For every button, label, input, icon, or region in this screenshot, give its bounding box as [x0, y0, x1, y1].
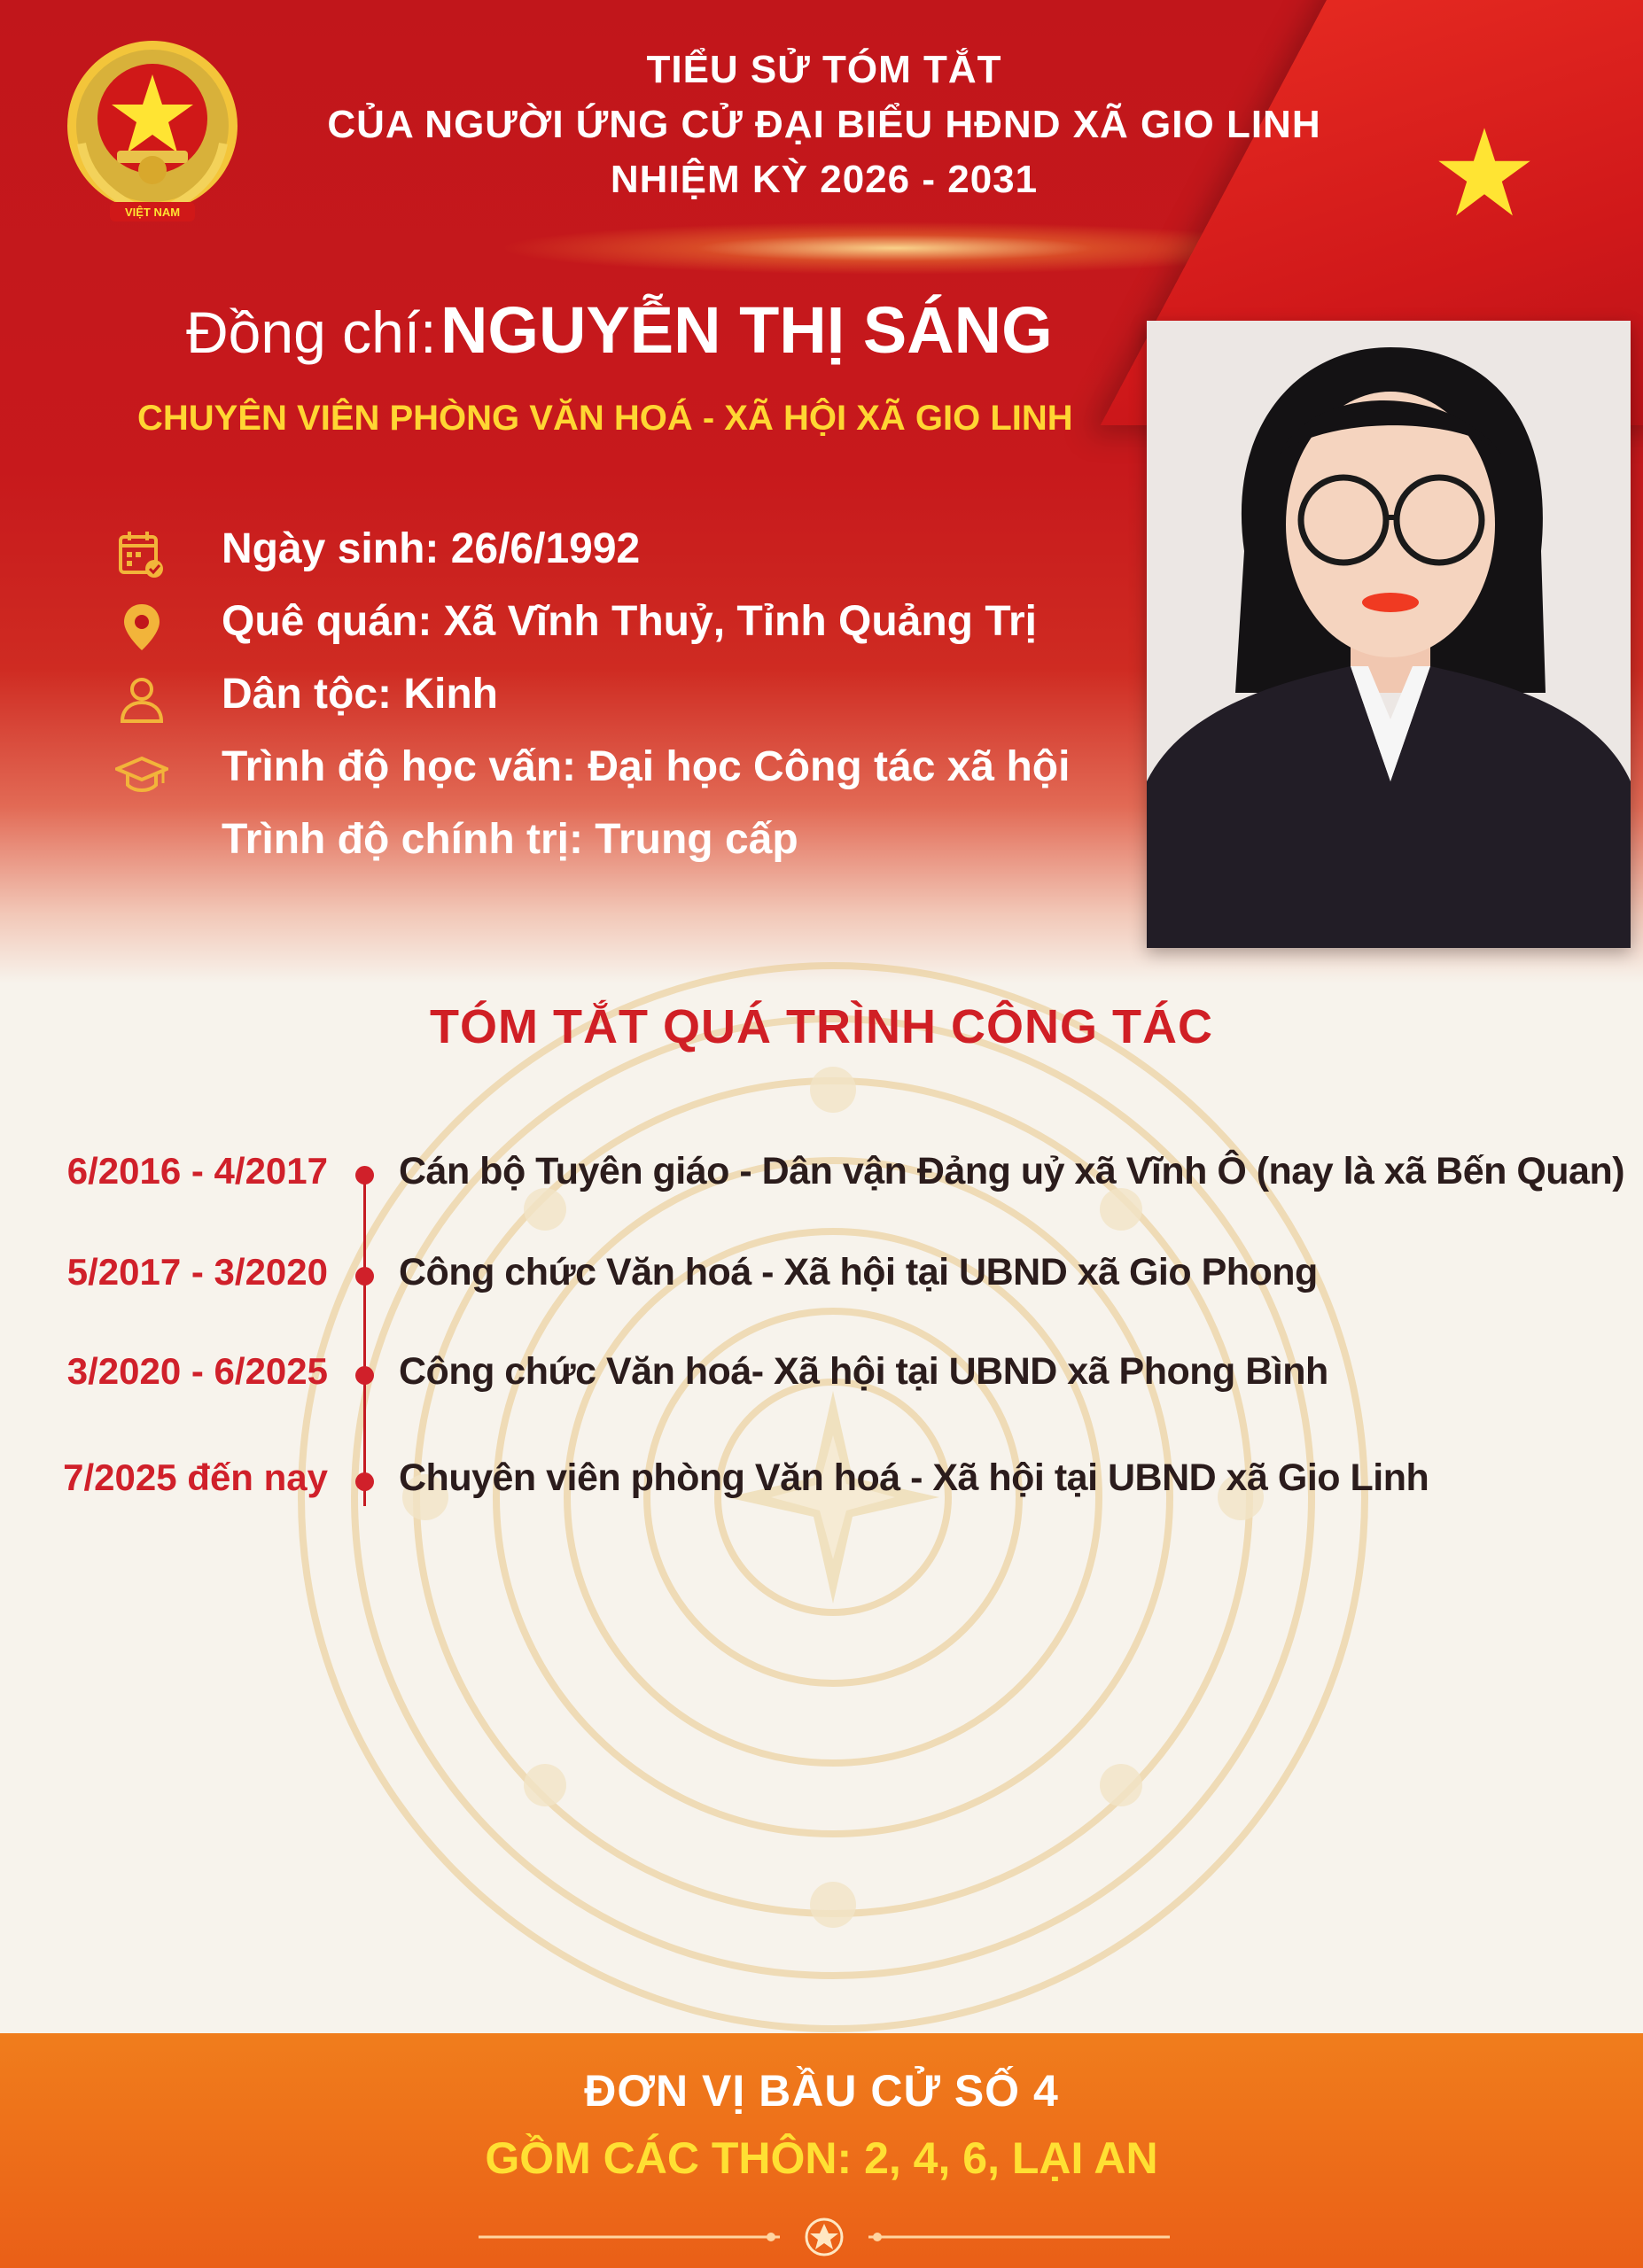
- timeline-role: Cán bộ Tuyên giáo - Dân vận Đảng uỷ xã Vĩnh Ô (nay là xã Bến Quan): [399, 1150, 1625, 1192]
- electoral-villages: GỒM CÁC THÔN: 2, 4, 6, LẠI AN: [485, 2133, 1158, 2183]
- timeline-dot: [355, 1166, 374, 1184]
- info-row-birthdate: [106, 523, 1117, 595]
- calendar-icon: [115, 528, 168, 581]
- light-glow: [496, 221, 1294, 275]
- candidate-portrait: [1147, 321, 1631, 948]
- info-row-ethnicity: [106, 668, 1117, 741]
- info-political: Trình độ chính trị: Trung cấp: [222, 816, 798, 863]
- timeline-role: Công chức Văn hoá - Xã hội tại UBND xã Gio Phong: [399, 1251, 1318, 1293]
- timeline-item: [0, 1244, 1643, 1306]
- candidate-name: NGUYỄN THỊ SÁNG: [440, 293, 1053, 367]
- name-prefix: Đồng chí:: [186, 299, 437, 365]
- timeline-dot: [355, 1366, 374, 1385]
- candidate-name-row: [186, 292, 1161, 368]
- timeline-period: 3/2020 - 6/2025: [66, 1350, 328, 1392]
- footer-banner: [0, 2033, 1643, 2268]
- title-line-1: TIỂU SỬ TÓM TẮT: [646, 48, 1002, 91]
- timeline-dot: [355, 1267, 374, 1285]
- timeline-period: 6/2016 - 4/2017: [66, 1150, 328, 1192]
- info-row-political: [106, 813, 1117, 886]
- timeline-item: [0, 1449, 1643, 1511]
- timeline-dot: [355, 1472, 374, 1491]
- career-timeline: [0, 1143, 1643, 1524]
- timeline-item: [0, 1143, 1643, 1205]
- document-title: [292, 43, 1356, 207]
- location-pin-icon: [115, 601, 168, 654]
- personal-info-list: [106, 523, 1117, 886]
- info-birthdate: Ngày sinh: 26/6/1992: [222, 525, 641, 572]
- info-hometown: Quê quán: Xã Vĩnh Thuỷ, Tỉnh Quảng Trị: [222, 598, 1038, 645]
- timeline-period: 5/2017 - 3/2020: [66, 1251, 328, 1293]
- ornament-divider-icon: [479, 2215, 1170, 2259]
- graduation-cap-icon: [115, 746, 168, 799]
- title-line-2: CỦA NGƯỜI ỨNG CỬ ĐẠI BIỂU HĐND XÃ GIO LINH: [327, 103, 1321, 146]
- timeline-item: [0, 1343, 1643, 1405]
- info-ethnicity: Dân tộc: Kinh: [222, 671, 498, 718]
- emblem-ribbon-text: VIỆT NAM: [124, 206, 181, 219]
- info-education: Trình độ học vấn: Đại học Công tác xã hội: [222, 743, 1071, 790]
- info-row-education: [106, 741, 1117, 813]
- person-icon: [115, 673, 168, 726]
- timeline-role: Công chức Văn hoá- Xã hội tại UBND xã Phong Bình: [399, 1350, 1328, 1393]
- flag-star-icon: [1436, 124, 1533, 221]
- candidate-position: CHUYÊN VIÊN PHÒNG VĂN HOÁ - XÃ HỘI XÃ GIO LINH: [137, 399, 1073, 438]
- timeline-role: Chuyên viên phòng Văn hoá - Xã hội tại UBND xã Gio Linh: [399, 1456, 1429, 1499]
- national-emblem-icon: [55, 37, 250, 232]
- career-section-title: TÓM TẮT QUÁ TRÌNH CÔNG TÁC: [430, 1000, 1213, 1053]
- info-row-hometown: [106, 595, 1117, 668]
- timeline-period: 7/2025 đến nay: [63, 1456, 328, 1498]
- portrait-image: [1147, 321, 1631, 948]
- electoral-unit: ĐƠN VỊ BẦU CỬ SỐ 4: [584, 2066, 1059, 2116]
- title-line-3: NHIỆM KỲ 2026 - 2031: [610, 158, 1039, 201]
